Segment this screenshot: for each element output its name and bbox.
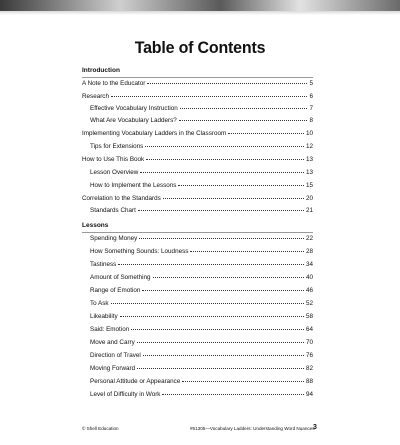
toc-entry-page: 52 <box>305 300 313 307</box>
toc-entry <box>82 261 313 272</box>
toc-entry-label: What Are Vocabulary Ladders? <box>90 117 177 124</box>
toc-entry-page: 13 <box>305 156 313 163</box>
toc-entry <box>82 274 313 285</box>
section-divider <box>82 77 313 78</box>
leader-dots <box>146 155 304 160</box>
toc-entry-page: 7 <box>309 105 313 112</box>
toc-entry-label: Level of Difficulty in Work <box>90 391 161 398</box>
toc-entry <box>82 313 313 324</box>
section-heading-introduction: Introduction <box>82 67 120 74</box>
toc-entry <box>82 195 313 206</box>
toc-entry <box>82 378 313 389</box>
toc-entry <box>82 391 313 402</box>
toc-entry-label: Research <box>82 93 109 100</box>
toc-entry-page: 22 <box>305 235 313 242</box>
leader-dots <box>111 299 304 304</box>
top-decorative-band <box>0 0 400 11</box>
leader-dots <box>137 338 304 343</box>
toc-entry-page: 6 <box>309 93 313 100</box>
toc-entry-label: How Something Sounds: Loudness <box>90 248 189 255</box>
leader-dots <box>163 194 304 199</box>
toc-entry-label: Tastiness <box>90 261 117 268</box>
toc-entry <box>82 352 313 363</box>
toc-entry-label: Lesson Overview <box>90 169 139 176</box>
leader-dots <box>179 116 308 121</box>
leader-dots <box>118 260 304 265</box>
toc-entry <box>82 169 313 180</box>
leader-dots <box>190 247 304 252</box>
toc-entry-page: 76 <box>305 352 313 359</box>
toc-entry-page: 40 <box>305 274 313 281</box>
leader-dots <box>137 364 304 369</box>
toc-entry-page: 70 <box>305 339 313 346</box>
toc-entry <box>82 117 313 128</box>
toc-entry <box>82 365 313 376</box>
top-band-shadow <box>0 11 400 15</box>
toc-entry-page: 94 <box>305 391 313 398</box>
leader-dots <box>228 129 304 134</box>
toc-entry-label: Moving Forward <box>90 365 136 372</box>
toc-entry-label: Move and Carry <box>90 339 135 346</box>
leader-dots <box>120 312 304 317</box>
footer-page-number: 3 <box>313 424 317 431</box>
toc-entry-page: 12 <box>305 143 313 150</box>
toc-entry <box>82 143 313 154</box>
toc-entry-label: Standards Chart <box>90 207 136 214</box>
toc-entry <box>82 156 313 167</box>
toc-entry <box>82 105 313 116</box>
toc-entry <box>82 248 313 259</box>
leader-dots <box>138 206 304 211</box>
leader-dots <box>143 351 304 356</box>
toc-entry <box>82 287 313 298</box>
toc-entry-label: Range of Emotion <box>90 287 141 294</box>
toc-entry <box>82 300 313 311</box>
leader-dots <box>139 234 304 239</box>
toc-entry-page: 8 <box>309 117 313 124</box>
leader-dots <box>153 273 304 278</box>
toc-entry <box>82 326 313 337</box>
toc-entry <box>82 93 313 104</box>
toc-entry-page: 10 <box>305 130 313 137</box>
toc-entry-page: 88 <box>305 378 313 385</box>
toc-entry-page: 13 <box>305 169 313 176</box>
toc-entry-label: How to Use This Book <box>82 156 145 163</box>
toc-entry-page: 5 <box>309 80 313 87</box>
toc-entry-label: Effective Vocabulary Instruction <box>90 105 178 112</box>
toc-entry <box>82 339 313 350</box>
toc-entry-label: A Note to the Educator <box>82 80 146 87</box>
toc-entry-page: 20 <box>305 195 313 202</box>
leader-dots <box>131 325 304 330</box>
toc-entry-page: 15 <box>305 182 313 189</box>
leader-dots <box>111 92 308 97</box>
toc-entry-label: Likeability <box>90 313 118 320</box>
toc-entry <box>82 235 313 246</box>
toc-entry-label: Personal Attitude or Appearance <box>90 378 181 385</box>
toc-entry <box>82 182 313 193</box>
toc-entry-label: Said: Emotion <box>90 326 130 333</box>
leader-dots <box>147 79 307 84</box>
toc-entry-label: To Ask <box>90 300 109 307</box>
toc-entry-page: 82 <box>305 365 313 372</box>
toc-entry-page: 34 <box>305 261 313 268</box>
footer-publisher: © Shell Education <box>82 426 119 431</box>
leader-dots <box>145 142 304 147</box>
toc-entry-label: Implementing Vocabulary Ladders in the Classroom <box>82 130 227 137</box>
footer-book-title: #51305—Vocabulary Ladders: Understanding Word Nuances <box>190 426 315 431</box>
leader-dots <box>180 104 308 109</box>
toc-entry-label: Amount of Something <box>90 274 151 281</box>
leader-dots <box>162 390 304 395</box>
toc-entry-page: 21 <box>305 207 313 214</box>
toc-entry-label: Correlation to the Standards <box>82 195 161 202</box>
toc-entry-label: How to Implement the Lessons <box>90 182 177 189</box>
toc-entry-label: Direction of Travel <box>90 352 141 359</box>
toc-entry-page: 64 <box>305 326 313 333</box>
page-footer <box>0 424 400 436</box>
leader-dots <box>182 377 304 382</box>
toc-entry <box>82 207 313 218</box>
toc-entry-label: Tips for Extensions <box>90 143 144 150</box>
section-heading-lessons: Lessons <box>82 222 109 229</box>
toc-entry <box>82 130 313 141</box>
toc-entry-page: 28 <box>305 248 313 255</box>
toc-entry <box>82 80 313 91</box>
leader-dots <box>142 286 304 291</box>
leader-dots <box>140 168 304 173</box>
toc-entry-page: 46 <box>305 287 313 294</box>
toc-entry-label: Spending Money <box>90 235 138 242</box>
section-divider <box>82 232 313 233</box>
leader-dots <box>178 181 304 186</box>
page-title: Table of Contents <box>134 38 266 57</box>
toc-entry-page: 58 <box>305 313 313 320</box>
